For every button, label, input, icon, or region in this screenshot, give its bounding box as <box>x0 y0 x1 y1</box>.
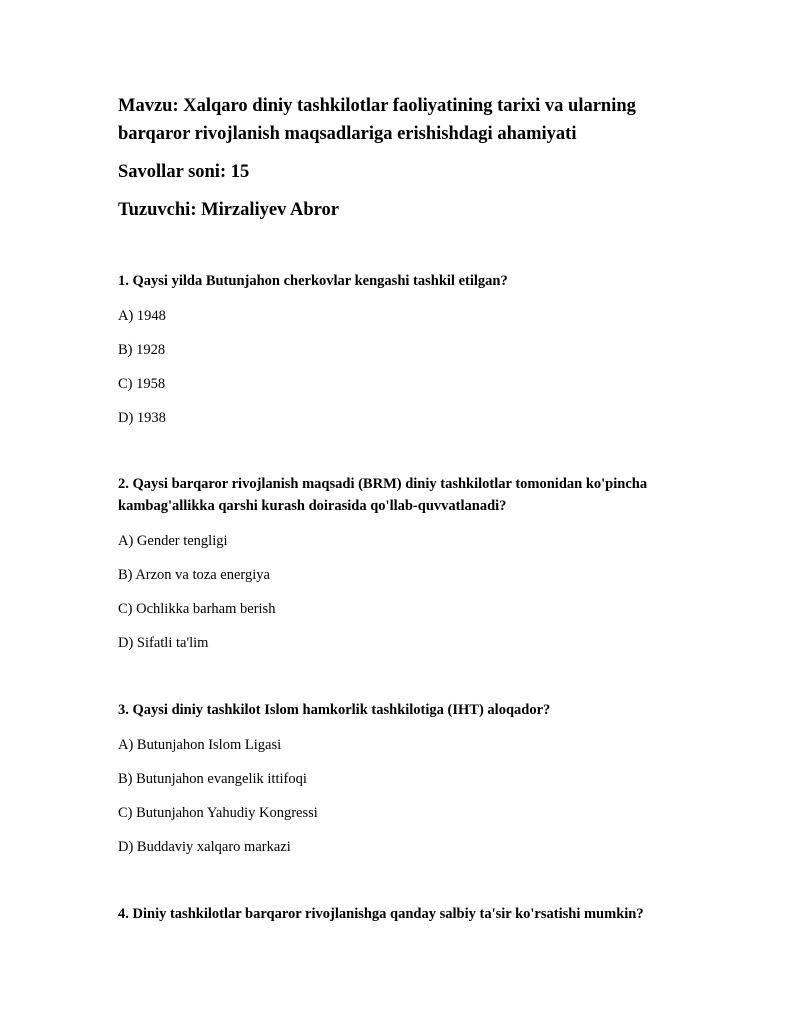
author-line: Tuzuvchi: Mirzaliyev Abror <box>118 200 339 220</box>
question-text: 1. Qaysi yilda Butunjahon cherkovlar kengashi tashkil etilgan? <box>118 273 508 289</box>
answer-option-d: D) 1938 <box>118 410 166 426</box>
answer-option-c: C) 1958 <box>118 376 166 392</box>
answer-option-d: D) Buddaviy xalqaro markazi <box>118 839 291 855</box>
document-body <box>118 92 658 925</box>
document-title: Mavzu: Xalqaro diniy tashkilotlar faoliyatining tarixi va ularning barqaror rivojlanish maqsadlariga erishishdagi ahamiyati <box>118 96 636 144</box>
answer-option-b: B) Butunjahon evangelik ittifoqi <box>118 771 307 787</box>
answer-option-c: C) Ochlikka barham berish <box>118 601 276 617</box>
answer-option-d: D) Sifatli ta'lim <box>118 635 209 651</box>
question-count: Savollar soni: 15 <box>118 162 250 182</box>
question-1 <box>118 270 658 428</box>
answer-option-a: A) 1948 <box>118 308 166 324</box>
question-2 <box>118 473 658 653</box>
answer-option-b: B) Arzon va toza energiya <box>118 567 270 583</box>
answer-option-a: A) Gender tengligi <box>118 533 228 549</box>
question-text: 3. Qaysi diniy tashkilot Islom hamkorlik tashkilotiga (IHT) aloqador? <box>118 702 551 718</box>
question-text: 2. Qaysi barqaror rivojlanish maqsadi (BRM) diniy tashkilotlar tomonidan ko'pincha kambag'allikka qarshi kurash doirasida qo'llab-quvvatlanadi? <box>118 476 648 514</box>
question-text: 4. Diniy tashkilotlar barqaror rivojlanishga qanday salbiy ta'sir ko'rsatishi mumkin? <box>118 906 644 922</box>
answer-option-b: B) 1928 <box>118 342 166 358</box>
answer-option-c: C) Butunjahon Yahudiy Kongressi <box>118 805 318 821</box>
question-3 <box>118 699 658 857</box>
question-4 <box>118 903 658 925</box>
answer-option-a: A) Butunjahon Islom Ligasi <box>118 737 282 753</box>
